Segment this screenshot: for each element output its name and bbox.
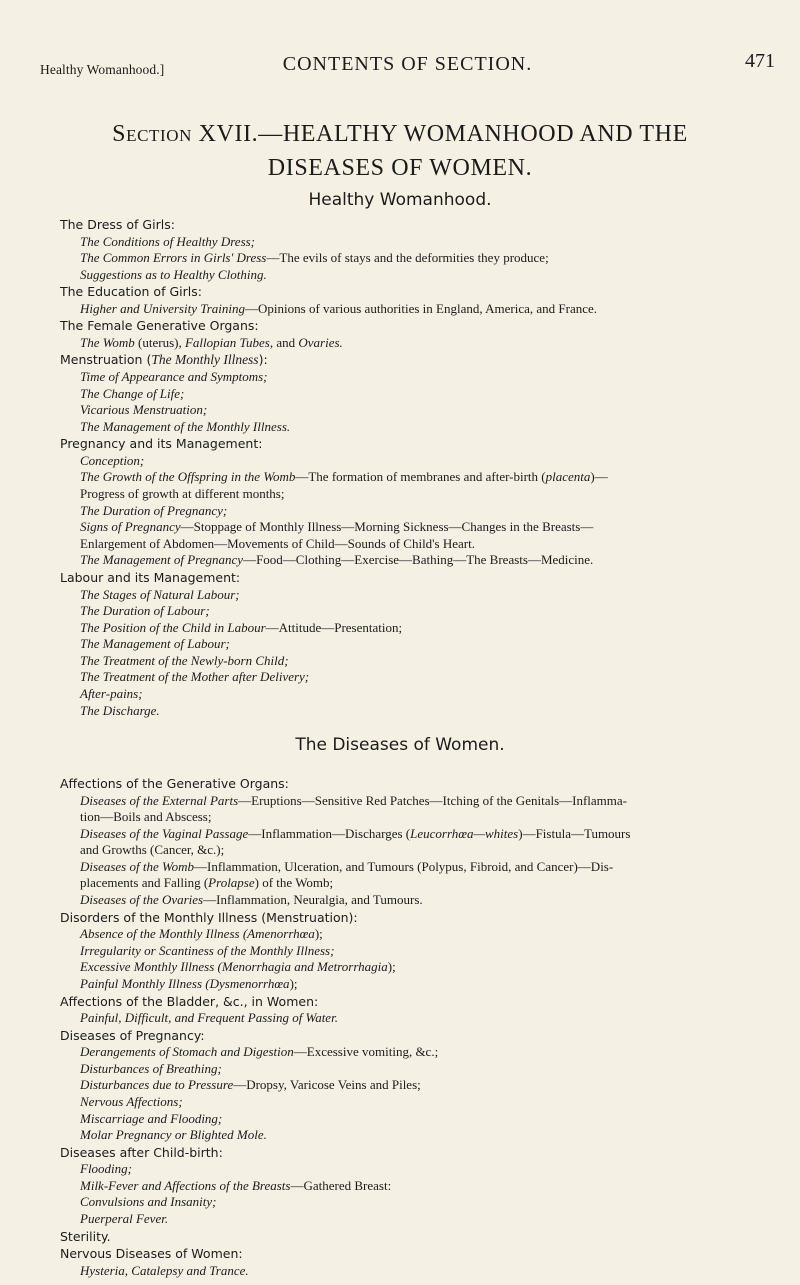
list-item: The Treatment of the Newly-born Child; [80,652,289,668]
list-item: Puerperal Fever. [80,1210,169,1226]
list-item: The Change of Life; [80,385,185,401]
list-item: After-pains; [80,686,143,702]
section-label: Section [112,121,193,147]
list-item: The Common Errors in Girls' Dress—The evils of stays and the deformities they produce; [80,250,549,266]
category-bladder: Affections of the Bladder, &c., in Women: [60,993,319,1009]
list-item: Painful, Difficult, and Frequent Passing of Water. [80,1010,338,1026]
category-monthly-illness-disorders: Disorders of the Monthly Illness (Menstruation): [60,909,358,925]
category-dress-of-girls: The Dress of Girls: [60,217,175,232]
list-item: Signs of Pregnancy—Stoppage of Monthly Illness—Morning Sickness—Changes in the Breasts— Enlargement of Abdomen—Movements of Child—Sounds of Child's Heart. [80,519,594,551]
list-item: Irregularity or Scantiness of the Monthly Illness; [80,942,335,958]
list-item: Diseases of the External Parts—Eruptions—Sensitive Red Patches—Itching of the Genitals—Inflamma- tion—Boils and Abscess; [80,792,627,825]
list-item: Hysteria, Catalepsy and Trance. [80,1262,249,1278]
section-title-line1 [40,117,760,151]
section-title-rest: XVII.—HEALTHY WOMANHOOD AND THE [192,121,688,147]
section-title [40,117,760,185]
category-menstruation: Menstruation (The Monthly Illness): [60,352,268,368]
list-item: The Conditions of Healthy Dress; [80,233,256,249]
category-generative-organs: The Female Generative Organs: [60,318,259,334]
list-item: Milk-Fever and Affections of the Breasts—Gathered Breast: [80,1177,392,1193]
list-item: The Womb (uterus), Fallopian Tubes, and Ovaries. [80,334,343,350]
section-title-line2: DISEASES OF WOMEN. [267,155,533,181]
list-item: The Management of the Monthly Illness. [80,418,291,434]
page-number: 471 [745,50,775,72]
category-after-child-birth: Diseases after Child-birth: [60,1144,223,1160]
list-item: Molar Pregnancy or Blighted Mole. [80,1127,267,1143]
running-head [40,50,775,80]
category-affections-generative-organs: Affections of the Generative Organs: [60,776,289,791]
heading-diseases-of-women: The Diseases of Women. [295,735,505,755]
list-item: The Duration of Pregnancy; [80,502,228,518]
list-item: The Management of Pregnancy—Food—Clothing—Exercise—Bathing—The Breasts—Medicine. [80,552,594,568]
contents-part1 [60,216,750,719]
list-item: Diseases of the Vaginal Passage—Inflammation—Discharges (Leucorrhœa—whites)—Fistula—Tumours and Growths (Cancer, &c.); [80,825,631,858]
heading-healthy-womanhood: Healthy Womanhood. [308,190,492,210]
list-item: The Duration of Labour; [80,603,210,619]
category-nervous-diseases: Nervous Diseases of Women: [60,1246,243,1262]
list-item: The Treatment of the Mother after Delivery; [80,669,310,685]
category-pregnancy: Pregnancy and its Management: [60,436,263,452]
list-item: The Management of Labour; [80,636,230,652]
list-item: The Position of the Child in Labour—Attitude—Presentation; [80,619,403,635]
category-sterility: Sterility. [60,1228,111,1244]
list-item: Disturbances of Breathing; [80,1060,222,1076]
list-item: Derangements of Stomach and Digestion—Excessive vomiting, &c.; [80,1044,439,1060]
contents-part2 [60,775,750,1279]
list-item: Vicarious Menstruation; [80,402,208,418]
list-item: Painful Monthly Illness (Dysmenorrhœa); [80,975,298,991]
list-item: Flooding; [80,1161,132,1177]
list-item: Excessive Monthly Illness (Menorrhagia and Metrorrhagia); [80,959,396,975]
list-item: Disturbances due to Pressure—Dropsy, Varicose Veins and Piles; [80,1077,421,1093]
list-item: Convulsions and Insanity; [80,1194,217,1210]
list-item: Conception; [80,452,145,468]
list-item: Diseases of the Womb—Inflammation, Ulceration, and Tumours (Polypus, Fibroid, and Cancer)—Dis- placements and Falling (Prolapse) of the Womb; [80,858,614,891]
list-item: The Stages of Natural Labour; [80,586,240,602]
list-item: Nervous Affections; [80,1093,183,1109]
list-item: Higher and University Training—Opinions of various authorities in England, America, and France. [80,300,598,316]
list-item: Suggestions as to Healthy Clothing. [80,266,267,282]
running-head-left: Healthy Womanhood.] [40,62,165,77]
running-head-center: CONTENTS OF SECTION. [282,53,533,75]
list-item: The Growth of the Offspring in the Womb—The formation of membranes and after-birth (placenta)— Progress of growth at different months; [80,469,608,502]
list-item: Time of Appearance and Symptoms; [80,368,268,384]
list-item: Miscarriage and Flooding; [80,1110,223,1126]
list-item: The Discharge. [80,702,160,718]
list-item: Diseases of the Ovaries—Inflammation, Neuralgia, and Tumours. [80,892,423,908]
list-item: Absence of the Monthly Illness (Amenorrhœa); [80,926,323,942]
category-labour: Labour and its Management: [60,570,241,585]
category-education-of-girls: The Education of Girls: [60,284,202,300]
category-diseases-of-pregnancy: Diseases of Pregnancy: [60,1027,205,1043]
